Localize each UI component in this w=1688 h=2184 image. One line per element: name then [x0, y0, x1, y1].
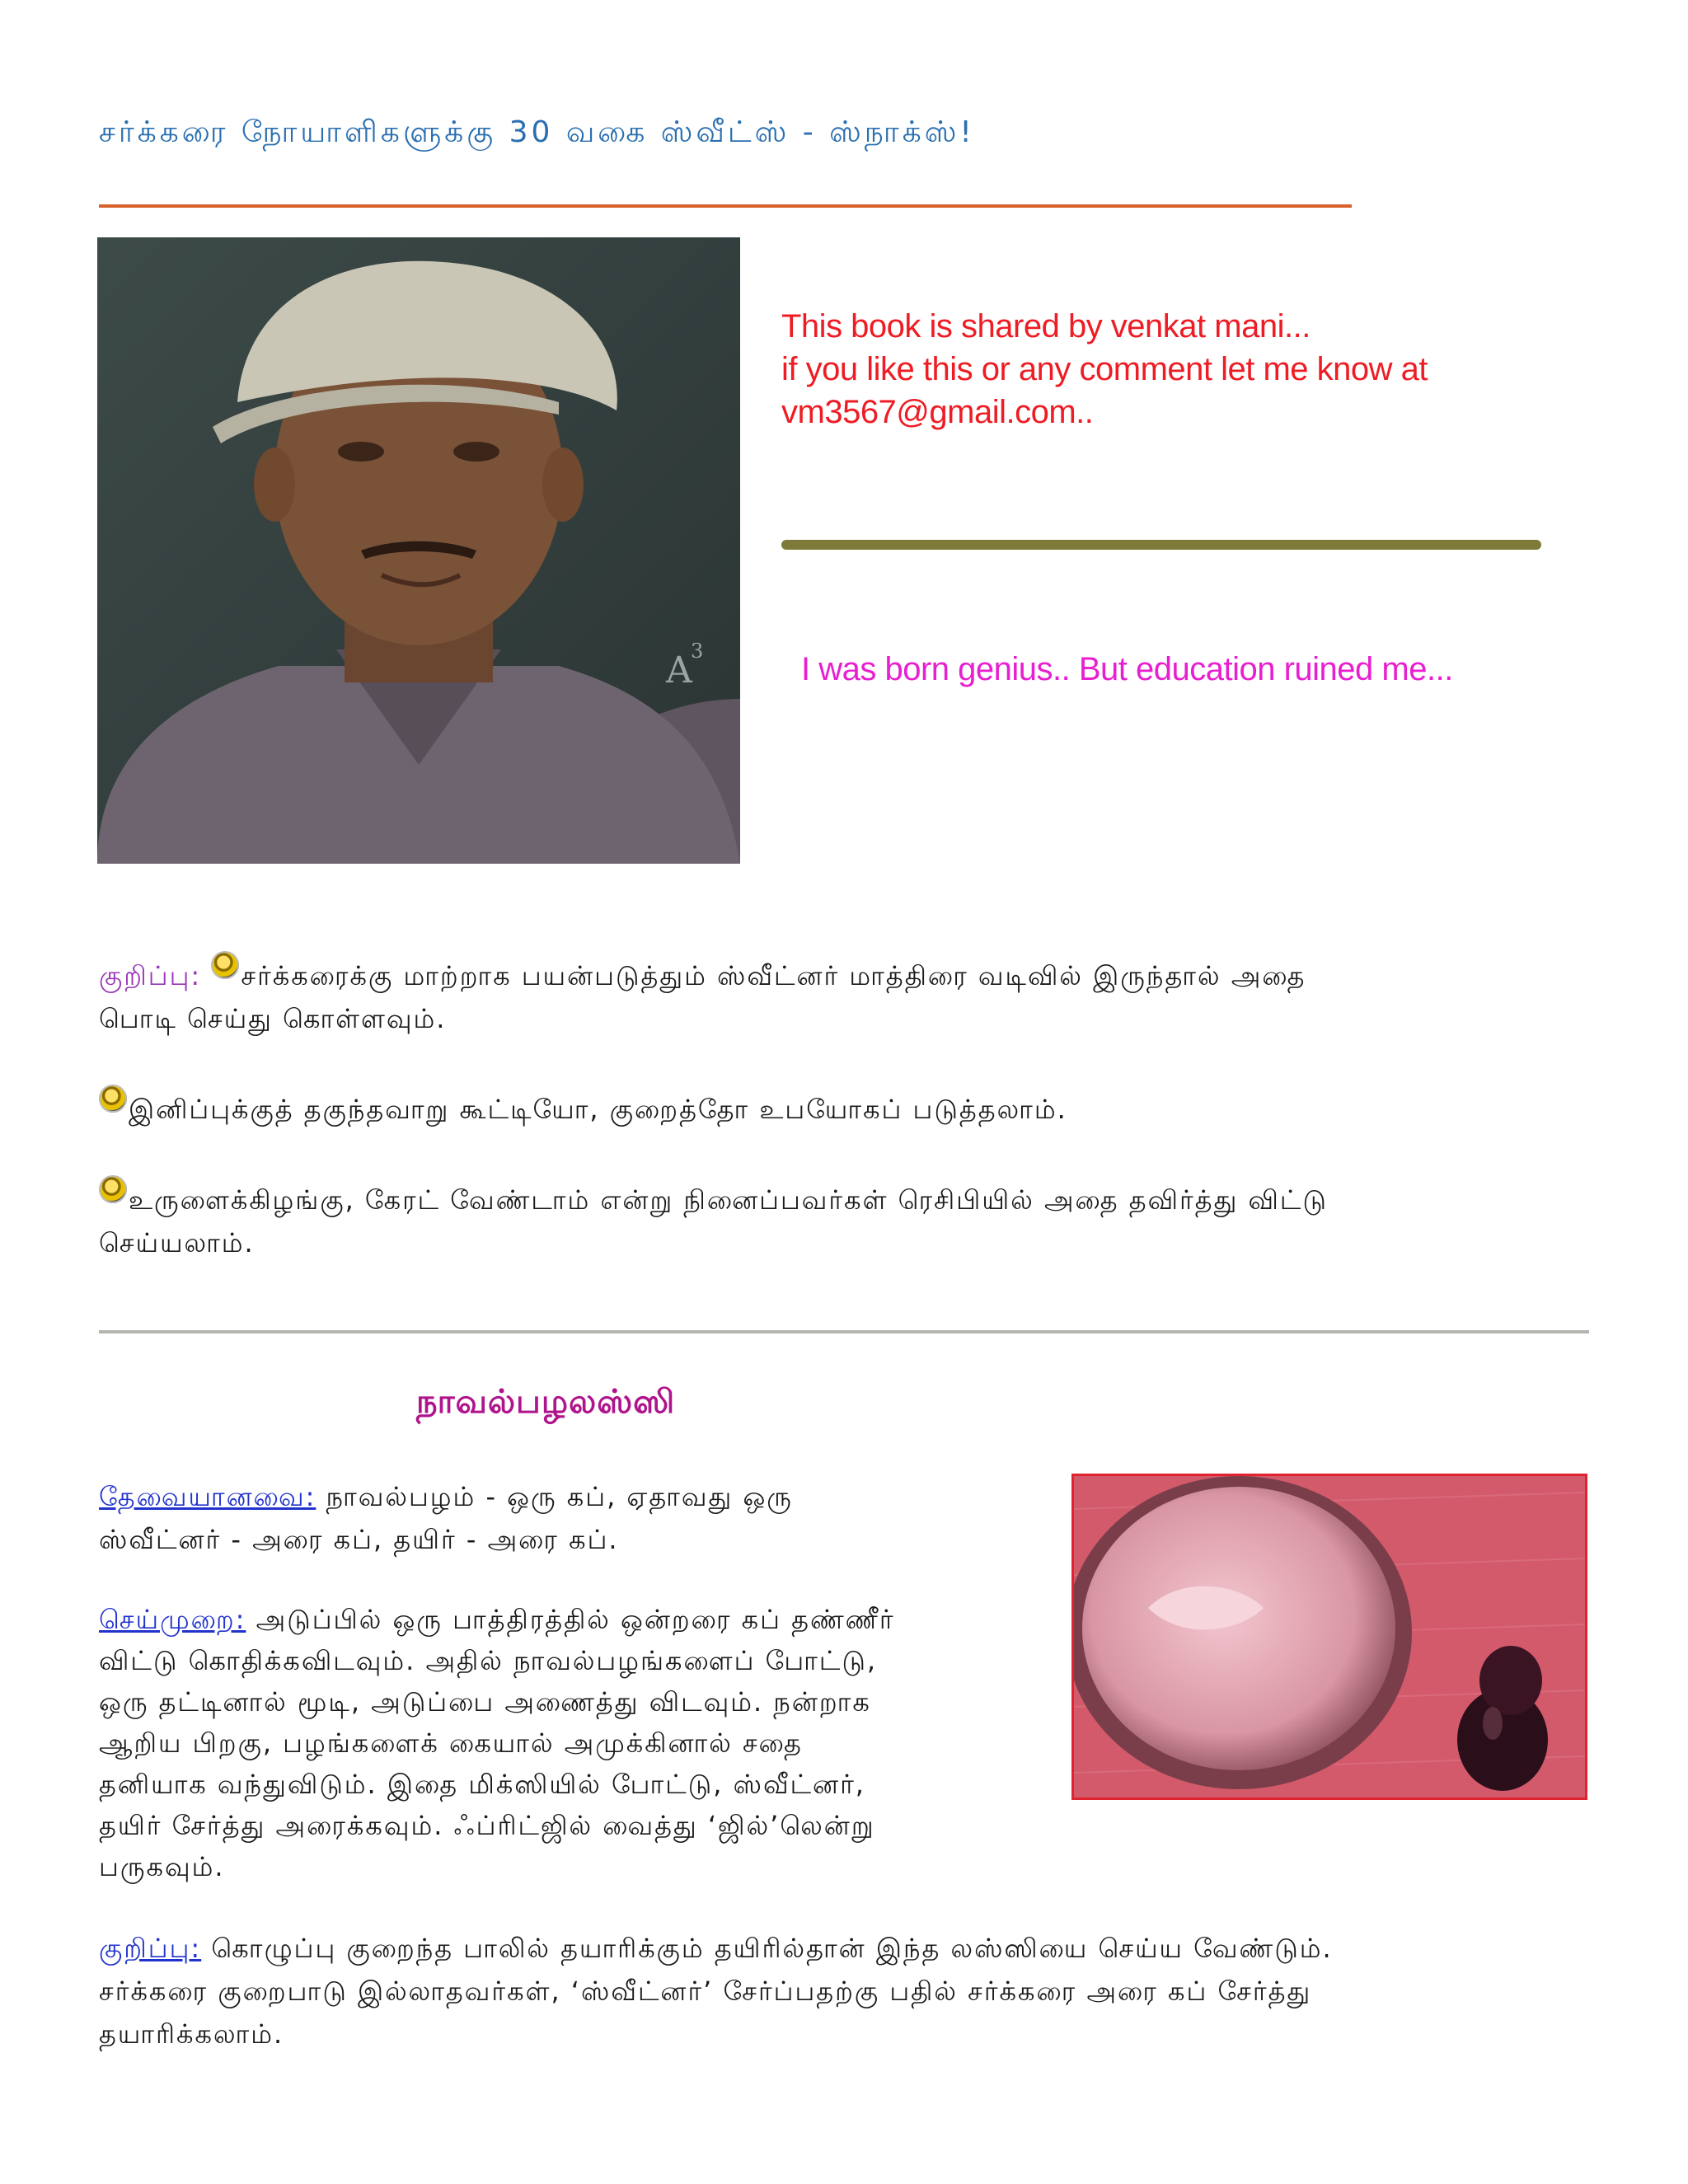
method-line: ஒரு தட்டினால் மூடி, அடுப்பை அணைத்து விடவும். நன்றாக — [99, 1686, 871, 1718]
tip-text-cont: சர்க்கரை குறைபாடு இல்லாதவர்கள், ‘ஸ்வீட்னர்’ சேர்ப்பதற்கு பதில் சர்க்கரை அரை கப் சேர்த்து — [99, 1975, 1312, 2007]
method-line: விட்டு கொதிக்கவிடவும். அதில் நாவல்பழங்களைப் போட்டு, — [99, 1645, 878, 1676]
note-1-text-cont: பொடி செய்து கொள்ளவும். — [99, 1003, 447, 1034]
share-line: This book is shared by venkat mani... — [781, 308, 1311, 344]
svg-text:3: 3 — [691, 640, 704, 663]
ingredients-text-cont: ஸ்வீட்னர் - அரை கப், தயிர் - அரை கப். — [99, 1524, 619, 1555]
quote: I was born genius.. But education ruined me... — [801, 651, 1453, 687]
method-line: பருகவும். — [99, 1851, 225, 1882]
share-note — [781, 305, 1606, 434]
note-2-text: இனிப்புக்குத் தகுந்தவாறு கூட்டியோ, குறைத்தோ உபயோகப் படுத்தலாம். — [129, 1094, 1067, 1125]
tip-text-cont: தயாரிக்கலாம். — [99, 2018, 284, 2050]
note-label: குறிப்பு: — [99, 960, 202, 991]
method-line: தனியாக வந்துவிடும். இதை மிக்ஸியில் போட்டு, ஸ்வீட்னர், — [99, 1769, 865, 1800]
round-bullet-icon — [99, 1175, 127, 1203]
recipe-title: நாவல்பழலஸ்ஸி — [416, 1383, 676, 1421]
share-email: vm3567@gmail.com.. — [781, 394, 1094, 430]
note-1 — [99, 954, 1599, 1040]
round-bullet-icon — [211, 951, 239, 979]
page-title: சர்க்கரை நோயாளிகளுக்கு 30 வகை ஸ்வீட்ஸ் - ஸ்நாக்ஸ்! — [99, 115, 975, 149]
share-divider — [781, 540, 1541, 550]
tip-label: குறிப்பு: — [99, 1933, 202, 1964]
round-bullet-icon — [99, 1085, 127, 1113]
note-3-text-cont: செய்யலாம். — [99, 1227, 255, 1258]
ingredients-text: நாவல்பழம் - ஒரு கப், ஏதாவது ஒரு — [316, 1481, 793, 1512]
method-line: தயிர் சேர்த்து அரைக்கவும். ஃப்ரிட்ஜில் வைத்து ‘ஜில்’லென்று — [99, 1810, 875, 1841]
recipe-method — [99, 1599, 1047, 1887]
section-divider — [99, 1330, 1589, 1333]
recipe-tip — [99, 1927, 1615, 2055]
method-line: அடுப்பில் ஒரு பாத்திரத்தில் ஒன்றரை கப் தண்ணீர் — [246, 1604, 895, 1635]
tip-text: கொழுப்பு குறைந்த பாலில் தயாரிக்கும் தயிரில்தான் இந்த லஸ்ஸியை செய்ய வேண்டும். — [201, 1933, 1333, 1964]
recipe-ingredients — [99, 1475, 1030, 1561]
ingredients-label: தேவையானவை: — [99, 1481, 316, 1512]
note-3 — [99, 1179, 1615, 1264]
lassi-photo — [1071, 1474, 1587, 1800]
title-divider — [99, 204, 1352, 208]
note-2 — [99, 1088, 1599, 1131]
share-line: if you like this or any comment let me know at — [781, 351, 1428, 387]
method-line: ஆறிய பிறகு, பழங்களைக் கையால் அமுக்கினால் சதை — [99, 1727, 803, 1759]
portrait-photo — [97, 237, 740, 864]
note-3-text: உருளைக்கிழங்கு, கேரட் வேண்டாம் என்று நினைப்பவர்கள் ரெசிபியில் அதை தவிர்த்து விட்டு — [129, 1184, 1328, 1216]
method-label: செய்முறை: — [99, 1604, 246, 1635]
svg-text:A: A — [666, 649, 692, 691]
note-1-text: சர்க்கரைக்கு மாற்றாக பயன்படுத்தும் ஸ்வீட்னர் மாத்திரை வடிவில் இருந்தால் அதை — [241, 960, 1306, 991]
